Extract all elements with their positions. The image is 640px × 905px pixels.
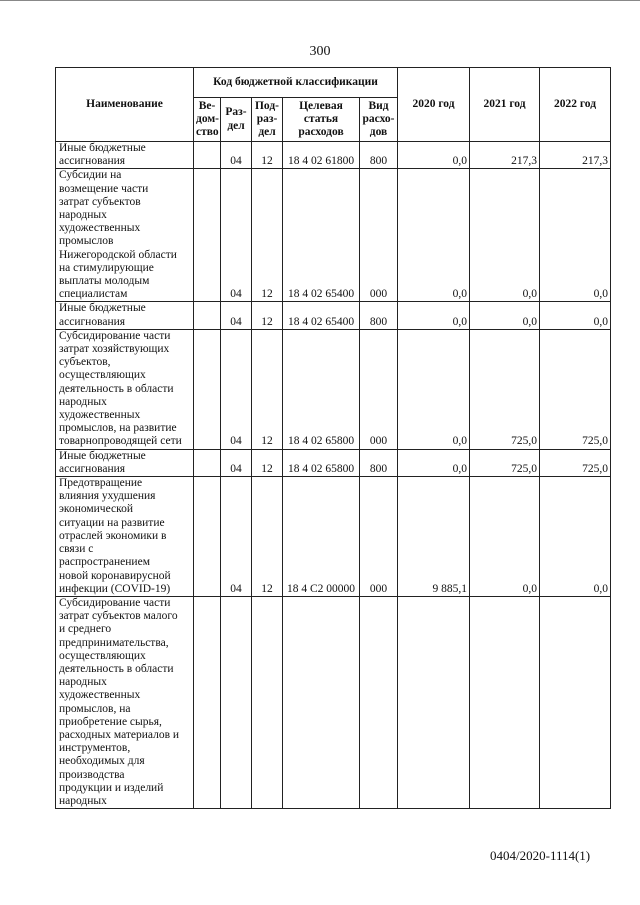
row-vedomstvo	[194, 329, 221, 449]
budget-table	[55, 67, 611, 809]
document-code: 0404/2020-1114(1)	[490, 848, 591, 863]
row-podrazdel: 12	[252, 142, 283, 169]
row-name: Иные бюджетные ассигнования	[56, 302, 194, 329]
row-tselevaya-statya: 18 4 02 65400	[283, 169, 360, 302]
row-vedomstvo	[194, 449, 221, 476]
row-podrazdel: 12	[252, 329, 283, 449]
row-value-2021: 0,0	[470, 169, 540, 302]
row-vid-rashodov: 000	[360, 477, 398, 597]
table-row	[56, 449, 611, 476]
row-vedomstvo	[194, 302, 221, 329]
row-value-2022	[540, 596, 611, 808]
row-value-2020: 9 885,1	[398, 477, 470, 597]
row-name: Субсидирование части затрат хозяйствующих субъектов, осуществляющих деятельность в области народных художественных промыслов, на развитие товарнопроводящей сети	[56, 329, 194, 449]
row-name: Предотвращение влияния ухудшения экономической ситуации на развитие отраслей экономики в связи с распространением новой коронавирусной инфекции (COVID-19)	[56, 477, 194, 597]
col-header-name: Наименование	[56, 68, 194, 142]
row-vid-rashodov: 000	[360, 169, 398, 302]
row-value-2021: 725,0	[470, 449, 540, 476]
row-tselevaya-statya: 18 4 C2 00000	[283, 477, 360, 597]
row-value-2022: 725,0	[540, 449, 611, 476]
col-header-2021: 2021 год	[470, 68, 540, 142]
col-header-group: Код бюджетной классификации	[194, 68, 398, 98]
col-header-2020: 2020 год	[398, 68, 470, 142]
col-header-tselevaya: Целевая статья расходов	[283, 98, 360, 142]
row-vedomstvo	[194, 169, 221, 302]
col-header-2022: 2022 год	[540, 68, 611, 142]
col-header-razdel: Раз- дел	[221, 98, 252, 142]
row-value-2021	[470, 596, 540, 808]
row-value-2020: 0,0	[398, 302, 470, 329]
table-row	[56, 596, 611, 808]
row-value-2020: 0,0	[398, 329, 470, 449]
row-vedomstvo	[194, 477, 221, 597]
row-value-2020: 0,0	[398, 449, 470, 476]
col-header-vedomstvo: Ве- дом- ство	[194, 98, 221, 142]
row-tselevaya-statya: 18 4 02 65400	[283, 302, 360, 329]
row-tselevaya-statya	[283, 596, 360, 808]
row-vedomstvo	[194, 596, 221, 808]
row-tselevaya-statya: 18 4 02 65800	[283, 329, 360, 449]
table-row	[56, 302, 611, 329]
row-razdel	[221, 596, 252, 808]
row-razdel: 04	[221, 329, 252, 449]
table-row	[56, 477, 611, 597]
row-razdel: 04	[221, 449, 252, 476]
row-podrazdel: 12	[252, 169, 283, 302]
row-vedomstvo	[194, 142, 221, 169]
row-podrazdel: 12	[252, 302, 283, 329]
col-header-vid: Вид расхо- дов	[360, 98, 398, 142]
row-razdel: 04	[221, 169, 252, 302]
row-value-2022: 0,0	[540, 169, 611, 302]
col-header-podrazdel: Под- раз- дел	[252, 98, 283, 142]
row-value-2022: 725,0	[540, 329, 611, 449]
row-vid-rashodov: 800	[360, 142, 398, 169]
row-value-2021: 0,0	[470, 477, 540, 597]
page-top-edge	[0, 0, 640, 1]
row-tselevaya-statya: 18 4 02 61800	[283, 142, 360, 169]
table-row	[56, 142, 611, 169]
row-podrazdel: 12	[252, 449, 283, 476]
table-row	[56, 169, 611, 302]
row-value-2022: 0,0	[540, 302, 611, 329]
row-vid-rashodov: 000	[360, 329, 398, 449]
row-name: Субсидирование части затрат субъектов малого и среднего предпринимательства, осуществляющих деятельность в области народных художественных промыслов, на приобретение сырья, расходных материалов и инструментов, необходимых для производства продукции и изделий народных	[56, 596, 194, 808]
row-value-2021: 0,0	[470, 302, 540, 329]
table-row	[56, 329, 611, 449]
row-razdel: 04	[221, 302, 252, 329]
row-razdel: 04	[221, 142, 252, 169]
row-value-2022: 217,3	[540, 142, 611, 169]
row-tselevaya-statya: 18 4 02 65800	[283, 449, 360, 476]
row-podrazdel	[252, 596, 283, 808]
row-value-2021: 725,0	[470, 329, 540, 449]
row-podrazdel: 12	[252, 477, 283, 597]
row-value-2021: 217,3	[470, 142, 540, 169]
row-name: Субсидии на возмещение части затрат субъектов народных художественных промыслов Нижегородской области на стимулирующие выплаты молодым специалистам	[56, 169, 194, 302]
row-name: Иные бюджетные ассигнования	[56, 449, 194, 476]
row-vid-rashodov: 800	[360, 302, 398, 329]
row-vid-rashodov: 800	[360, 449, 398, 476]
row-value-2020	[398, 596, 470, 808]
row-value-2020: 0,0	[398, 142, 470, 169]
row-vid-rashodov	[360, 596, 398, 808]
row-value-2020: 0,0	[398, 169, 470, 302]
row-razdel: 04	[221, 477, 252, 597]
row-name: Иные бюджетные ассигнования	[56, 142, 194, 169]
row-value-2022: 0,0	[540, 477, 611, 597]
page-number: 300	[309, 44, 331, 59]
